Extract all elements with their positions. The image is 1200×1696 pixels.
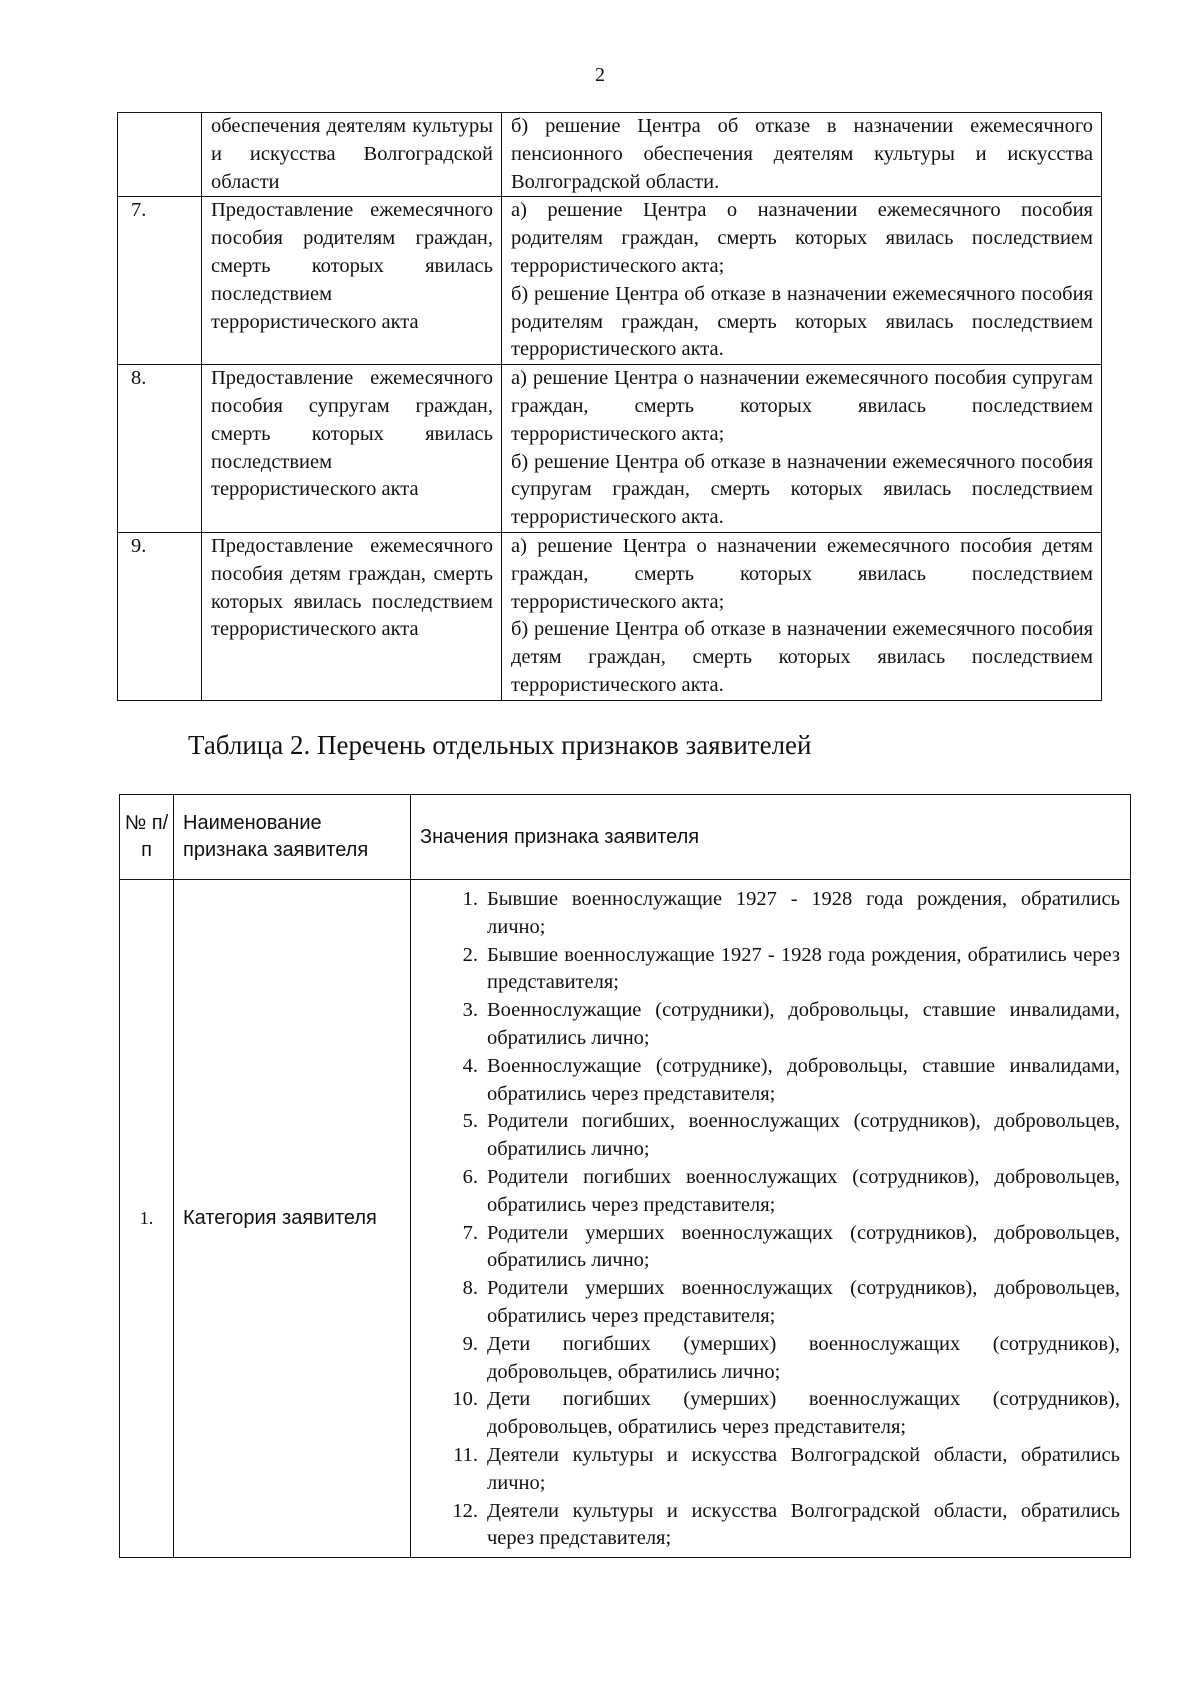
item-text: Деятели культуры и искусства Волгоградской области, обратились через представителя; bbox=[487, 1499, 1120, 1550]
item-text: Деятели культуры и искусства Волгоградской области, обратились лично; bbox=[487, 1443, 1120, 1494]
list-item bbox=[411, 1053, 1120, 1109]
item-text: Родители погибших военнослужащих (сотрудников), добровольцев, обратились через представителя; bbox=[487, 1165, 1120, 1216]
row-number bbox=[118, 113, 202, 197]
item-number: 10. bbox=[452, 1388, 478, 1411]
result-item: а) решение Центра о назначении ежемесячного пособия супругам граждан, смерть которых явилась последствием террористического акта; bbox=[511, 367, 1093, 445]
service-results bbox=[502, 365, 1102, 533]
table-row bbox=[118, 532, 1102, 700]
service-results bbox=[502, 113, 1102, 197]
item-number: 6. bbox=[462, 1165, 478, 1188]
item-number: 11. bbox=[453, 1443, 478, 1466]
row-number: 9. bbox=[118, 532, 202, 700]
result-item: б) решение Центра об отказе в назначении ежемесячного пособия родителям граждан, смерть которых явилась последствием террористического акта. bbox=[511, 282, 1093, 361]
table-row bbox=[118, 113, 1102, 197]
item-text: Дети погибших (умерших) военнослужащих (сотрудников), добровольцев, обратились через представителя; bbox=[487, 1388, 1120, 1439]
item-text: Бывшие военнослужащие 1927 - 1928 года рождения, обратились через представителя; bbox=[487, 943, 1120, 994]
service-name: обеспечения деятелям культуры и искусства Волгоградской области bbox=[202, 113, 502, 197]
list-item bbox=[411, 997, 1120, 1053]
list-item bbox=[411, 1164, 1120, 1220]
header-feature-name: Наименование признака заявителя bbox=[174, 795, 411, 880]
feature-values bbox=[411, 880, 1131, 1558]
list-item bbox=[411, 942, 1120, 998]
item-number: 4. bbox=[462, 1054, 478, 1077]
feature-name: Категория заявителя bbox=[174, 880, 411, 1558]
item-number: 5. bbox=[462, 1110, 478, 1133]
item-number: 7. bbox=[462, 1221, 478, 1244]
row-number: 7. bbox=[118, 197, 202, 365]
item-text: Родители погибших, военнослужащих (сотрудников), добровольцев, обратились лично; bbox=[487, 1110, 1120, 1161]
result-item: б) решение Центра об отказе в назначении ежемесячного пособия детям граждан, смерть которых явилась последствием террористического акта. bbox=[511, 618, 1093, 696]
service-name: Предоставление ежемесячного пособия родителям граждан, смерть которых явилась последствием террористического акта bbox=[202, 197, 502, 365]
item-number: 9. bbox=[462, 1332, 478, 1355]
header-feature-values: Значения признака заявителя bbox=[411, 795, 1131, 880]
item-text: Родители умерших военнослужащих (сотрудников), добровольцев, обратились лично; bbox=[487, 1221, 1120, 1272]
list-item bbox=[411, 1331, 1120, 1387]
result-item: а) решение Центра о назначении ежемесячного пособия детям граждан, смерть которых явилась последствием террористического акта; bbox=[511, 534, 1093, 613]
list-item bbox=[411, 1386, 1120, 1442]
table-row bbox=[120, 880, 1131, 1558]
services-results-table bbox=[117, 112, 1102, 701]
item-text: Дети погибших (умерших) военнослужащих (сотрудников), добровольцев, обратились лично; bbox=[487, 1332, 1120, 1383]
service-name: Предоставление ежемесячного пособия детям граждан, смерть которых явилась последствием террористического акта bbox=[202, 532, 502, 700]
list-item bbox=[411, 1498, 1120, 1554]
table-header-row bbox=[120, 795, 1131, 880]
row-number: 1. bbox=[120, 880, 174, 1558]
list-item bbox=[411, 886, 1120, 942]
item-text: Военнослужащие (сотруднике), добровольцы, ставшие инвалидами, обратились через представителя; bbox=[487, 1054, 1120, 1105]
table-row bbox=[118, 365, 1102, 533]
item-text: Военнослужащие (сотрудники), добровольцы, ставшие инвалидами, обратились лично; bbox=[487, 999, 1120, 1049]
applicant-features-table bbox=[119, 794, 1131, 1558]
item-number: 8. bbox=[462, 1277, 478, 1300]
item-number: 1. bbox=[462, 888, 478, 910]
item-number: 12. bbox=[452, 1499, 478, 1522]
result-item: б) решение Центра об отказе в назначении ежемесячного пособия супругам граждан, смерть которых явилась последствием террористического акта. bbox=[511, 450, 1093, 529]
table-row bbox=[118, 197, 1102, 365]
list-item bbox=[411, 1108, 1120, 1164]
row-number: 8. bbox=[118, 365, 202, 533]
list-item bbox=[411, 1220, 1120, 1276]
header-number: № п/п bbox=[120, 795, 174, 880]
result-item: б) решение Центра об отказе в назначении ежемесячного пенсионного обеспечения деятелям культуры и искусства Волгоградской области. bbox=[511, 115, 1093, 193]
service-results bbox=[502, 532, 1102, 700]
item-number: 2. bbox=[462, 943, 478, 966]
item-number: 3. bbox=[462, 999, 478, 1022]
service-name: Предоставление ежемесячного пособия супругам граждан, смерть которых явилась последствием террористического акта bbox=[202, 365, 502, 533]
item-text: Бывшие военнослужащие 1927 - 1928 года рождения, обратились лично; bbox=[487, 888, 1120, 938]
page-number: 2 bbox=[595, 64, 605, 86]
service-results bbox=[502, 197, 1102, 365]
item-text: Родители умерших военнослужащих (сотрудников), добровольцев, обратились через представителя; bbox=[487, 1277, 1120, 1327]
table-caption: Таблица 2. Перечень отдельных признаков заявителей bbox=[188, 730, 812, 760]
result-item: а) решение Центра о назначении ежемесячного пособия родителям граждан, смерть которых явилась последствием террористического акта; bbox=[511, 199, 1093, 277]
list-item bbox=[411, 1275, 1120, 1331]
list-item bbox=[411, 1442, 1120, 1498]
